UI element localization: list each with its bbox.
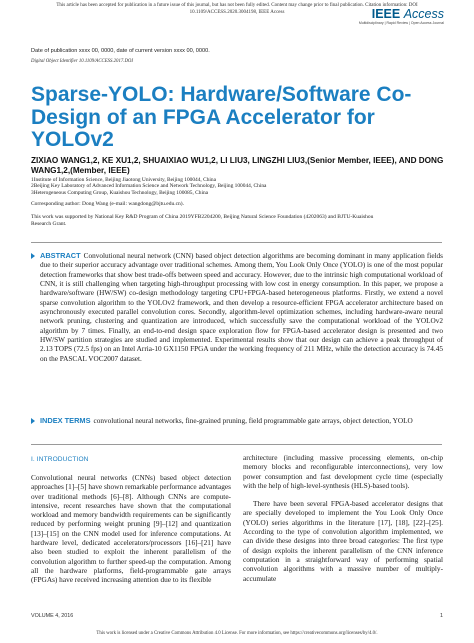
index-terms-text: convolutional neural networks, fine-grained pruning, field programmable gate arrays, object detection, YOLO bbox=[93, 417, 413, 425]
logo-prefix: IEEE bbox=[371, 7, 401, 21]
abstract-marker-icon bbox=[31, 253, 35, 259]
index-terms-label: INDEX TERMS bbox=[40, 416, 91, 425]
abstract-block bbox=[40, 251, 443, 364]
right-column-paragraph-1: architecture (including massive processing elements, on-chip memory blocks and reconfigurable interconnections), very low power consumption and fast development cycle time (especially with the help of high-level-synthesis (HLS)-based tools). bbox=[243, 453, 443, 490]
index-terms-marker-icon bbox=[31, 418, 35, 424]
funding-note: This work was supported by National Key R&D Program of China 2019YFB2204200, Beijing Natural Science Foundation (4202063) and BJTU-Kuaishou Research Grant. bbox=[31, 214, 374, 227]
right-column bbox=[243, 453, 443, 583]
affiliations bbox=[31, 177, 451, 196]
section-heading: I. INTRODUCTION bbox=[31, 456, 89, 463]
notice-line-1: This article has been accepted for publication in a future issue of this journal, but has not been fully edited. Content may change prior to final publication. Citation information: DOI bbox=[56, 3, 418, 8]
author-list: ZIXIAO WANG1,2, KE XU1,2, SHUAIXIAO WU1,2, LI LIU3, LINGZHI LIU3,(Senior Member, IEEE), AND DONG WANG1,2,(Member, IEEE) bbox=[31, 156, 444, 175]
publication-dates: Date of publication xxxx 00, 0000, date of current version xxxx 00, 0000. bbox=[31, 48, 210, 54]
affiliation-1: 1Institute of Information Science, Beijing Jiaotong University, Beijing 100044, China bbox=[31, 177, 216, 183]
paper-title: Sparse-YOLO: Hardware/Software Co-Design of an FPGA Accelerator for YOLOv2 bbox=[31, 83, 412, 151]
abstract-label: ABSTRACT bbox=[40, 251, 81, 260]
divider-top bbox=[31, 242, 442, 243]
license-note: This work is licensed under a Creative Commons Attribution 4.0 License. For more information, see https://creativecommons.org/licenses/by/4.0/. bbox=[96, 631, 378, 636]
ieee-access-logo bbox=[359, 8, 444, 25]
divider-bottom bbox=[31, 444, 442, 445]
logo-word: Access bbox=[403, 7, 444, 21]
logo-tagline: Multidisciplinary | Rapid Review | Open Access Journal bbox=[358, 21, 444, 25]
affiliation-3: 3Heterogeneous Computing Group, Kuaishou Technology, Beijing 100085, China bbox=[31, 189, 209, 196]
affiliation-2: 2Beijing Key Laboratory of Advanced Information Science and Network Technology, Beijing 100044, China bbox=[31, 183, 267, 190]
index-terms-block bbox=[40, 416, 443, 426]
left-column-text: Convolutional neural networks (CNNs) based object detection approaches [1]–[5] have shown remarkable performance advantages over traditional methods [6]–[8]. Although CNNs are compute-intensive, recent researches have shown that the computational workload and memory bandwidth requirements can be significantly reduced by performing weight pruning [9]–[12] and quantization [13]–[15] on the CNN model used for inference computations. At hardware level, dedicated accelerators/processors [16]–[21] have also been studied to exploit the inherent parallelism of the convolution algorithm to further speed-up the computation. Among all the hardware platforms, field-programmable gate arrays (FPGAs) have received increasing attention due to its flexible bbox=[31, 473, 231, 585]
page-number: 1 bbox=[440, 613, 443, 619]
abstract-text: Convolutional neural network (CNN) based object detection algorithms are becoming dominant in many application fields due to their superior accuracy advantage over traditional schemes. Among them, You Look Only Once (YOLO) is one of the most popular detection frameworks that show best trade-offs between speed and accuracy. However, due to the intrinsic high computational workload of CNN, it is still challenging when targeting high-throughput processing with low cost in energy consumption. In this paper, we propose a hardware/software (HW/SW) co-design methodology targeting CPU+FPGA-based heterogeneous platforms. Firstly, we extend a novel sparse convolution algorithm to the YOLOv2 framework, and then develop a resource-efficient FPGA accelerator architecture based on asynchronously executed parallel convolution cores. Secondly, algorithm-level optimization schemes, including hardware-aware neural network pruning, clustering and quantization are introduced, which successfully save the computational workload of the YOLOv2 algorithm by 7 times. Finally, an end-to-end design space exploration flow for FPGA-based accelerator design is presented and two HW/SW partition strategies are studied and implemented. Experimental results show that our design can achieve a peak throughput of 2.13 TOPS (72.5 fps) on an Intel Arria-10 GX1150 FPGA under the working frequency of 211 MHz, while the detection accuracy is 74.45 on the PASCAL VOC2007 dataset. bbox=[40, 252, 443, 363]
corresponding-author: Corresponding author: Dong Wang (e-mail: wangdong@bjtu.edu.cn). bbox=[31, 201, 184, 207]
doi-identifier: Digital Object Identifier 10.1109/ACCESS.2017.DOI bbox=[31, 59, 133, 64]
right-column-paragraph-2: There have been several FPGA-based accelerator designs that are specially developed to implement the You Look Only Once (YOLO) series algorithms in the literature [17], [18], [22]–[25]. According to the type of convolution algorithm implemented, we can divide these designs into three broad categories: The first type of design exploits the inherent parallelism of the CNN inference computation in a straightforward way of performing spatial convolution algorithms with a massive number of multiply-accumulate bbox=[243, 499, 443, 583]
volume-label: VOLUME 4, 2016 bbox=[31, 613, 74, 619]
notice-line-2: 10.1109/ACCESS.2020.3004198, IEEE Access bbox=[189, 9, 285, 15]
